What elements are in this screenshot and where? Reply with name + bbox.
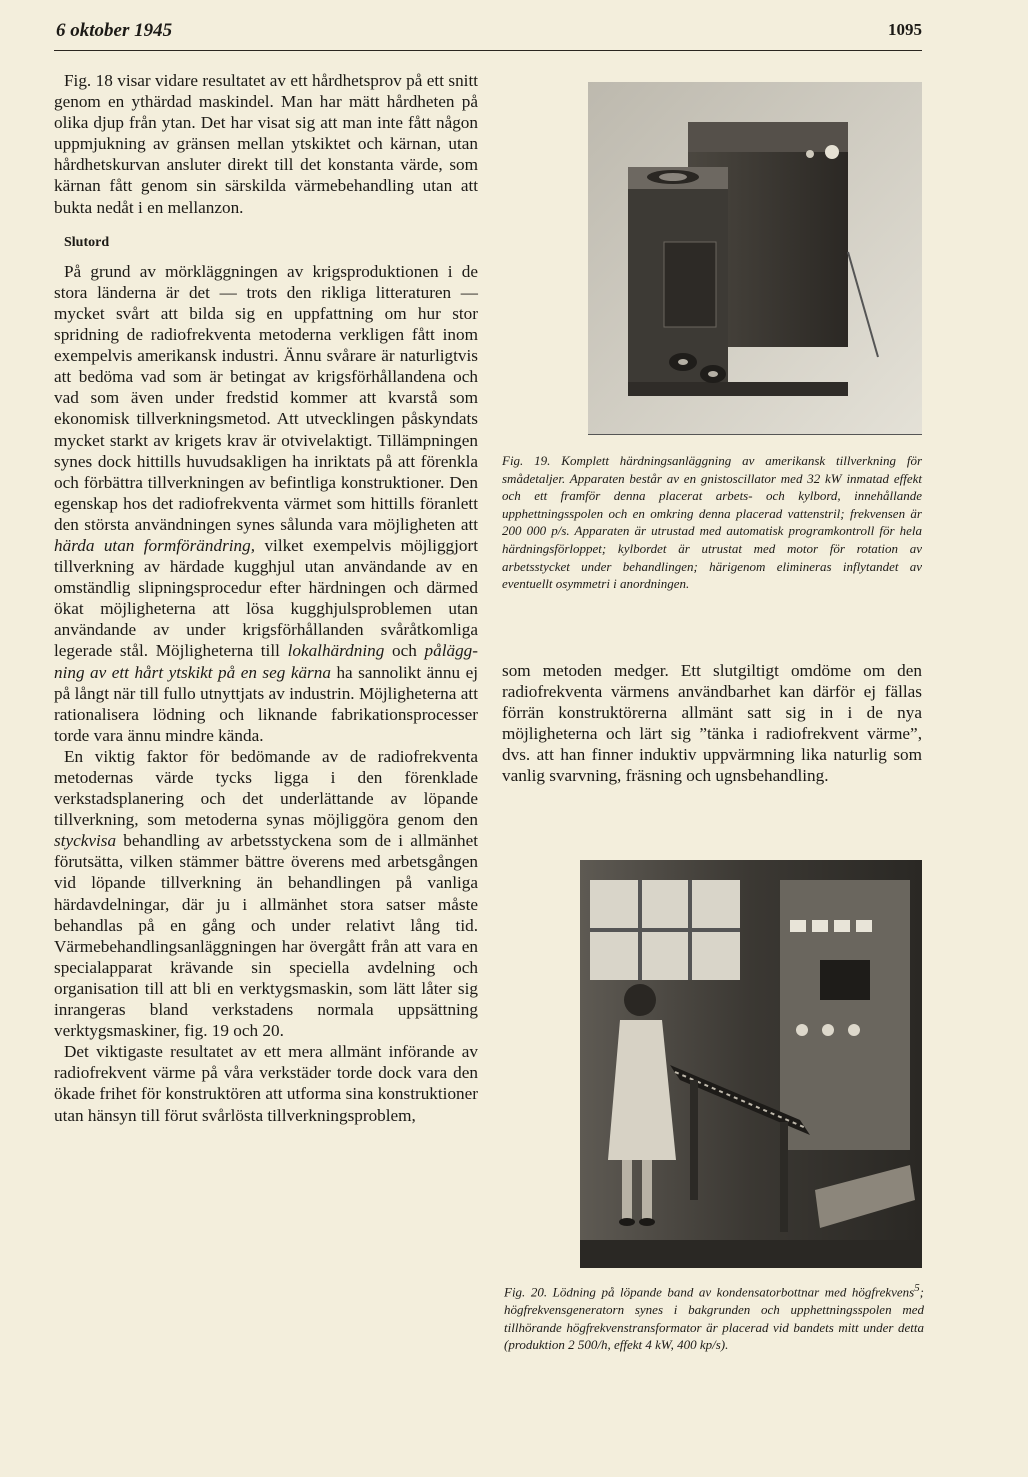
figure-20-photo	[580, 860, 922, 1268]
figure-19-caption	[502, 452, 922, 593]
emphasis-text: pålägg-ning av ett hårt ytskikt på en seg kärna	[54, 641, 478, 682]
page-number: 1095	[888, 20, 922, 39]
figure-19-caption-text	[502, 452, 922, 593]
emphasis-text: styckvisa	[54, 831, 117, 851]
soldering-line-illustration	[580, 860, 922, 1268]
page-header-date: 6 oktober 1945	[56, 20, 173, 41]
right-column-text	[502, 660, 922, 787]
paragraph-text: och	[384, 641, 425, 661]
caption-text: ; högfrekvensgeneratorn synes i bakgrunden och upphettningsspolen med tillhörande högfrekvenstransformator är placerad vid bandets mitt under detta (produktion 2 500/h, effekt 4 kW, 400 kp/s).	[504, 1284, 924, 1353]
header-rule	[54, 50, 922, 51]
figure-20-label: Fig. 20.	[504, 1284, 548, 1300]
paragraph-slutord-1	[54, 261, 478, 746]
paragraph-text: På grund av mörkläggningen av krigsproduktionen i de stora länderna är det — trots den rikliga litteraturen — mycket svårt att bilda sig en uppfattning om hur stor spridning de radiofrekventa metoderna verkligen fått inom exempelvis amerikansk industri. Ännu svårare är naturligtvis att bedöma vad som är betingat av krigsförhållandena och vad som även under fredstid kommer att kvarstå som ekonomisk tillverkningsmetod. Att utvecklingen påskyndats mycket starkt av krigets krav är otvivelaktigt. Tillämpningen synes dock hittills huvudsakligen ha inriktats på att förenkla och förbättra tillverkningen av befintliga konstruktioner. Den egenskap hos det radiofrekventa värmet som hittills föranlett den största användningen synes sålunda vara möjligheten att	[54, 261, 478, 534]
paragraph-text: En viktig faktor för bedömande av de radiofrekventa metodernas värde tycks ligga i den förenklade verkstadsplanering och det underlättande av löpande tillverkning, som metoderna synas möjliggöra genom den	[54, 746, 478, 830]
figure-20-caption	[504, 1280, 924, 1354]
caption-text: Lödning på löpande band av kondensatorbottnar med högfrekvens	[552, 1284, 915, 1300]
paragraph-text: vilket exempelvis möjliggjort tillverkning av härdade kugghjul utan användande av en omständlig slipningsprocedur efter härdningen och därmed ökat möjligheterna att lösa kugghjulsproblemen utan användande av under krigsförhållanden svåråtkomliga legerade stål. Möjligheterna till	[54, 535, 478, 661]
continuation-paragraph: som metoden medger. Ett slutgiltigt omdöme om den radiofrekventa värmens användbarhet kan därför ej fällas förrän konstruktörerna allmänt satt sig in i de nya möjligheterna och lärt sig ”tänka i radiofrekvent värme”, dvs. att han finner induktiv uppvärmning lika naturlig som vanlig svarvning, fräsning och ugnsbehandling.	[502, 661, 922, 786]
figure-19-label: Fig. 19.	[502, 453, 551, 468]
emphasis-text: lokalhärdning	[287, 641, 385, 661]
figure-20-caption-text	[504, 1280, 924, 1354]
left-column	[54, 70, 478, 1126]
section-heading: Slutord	[64, 234, 110, 250]
paragraph-text: behandling av arbetsstyckena som de i allmänhet förutsätta, vilken stämmer bättre överens med arbetsgången vid löpande tillverkning än behandlingen på vanliga härdavdelningar, där ju i allmänhet stora satser måste behandlas på en gång och under relativt lång tid. Värmebehandlingsanläggningen har övergått från att vara en specialapparat krävande sin speciella avdelning och organisation till att bli en verktygsmaskin, som lätt låter sig inrangeras bland verkstadens normala uppsättning verktygsmaskiner, fig. 19 och 20.	[54, 831, 478, 1041]
hardening-apparatus-illustration	[588, 82, 922, 434]
intro-paragraph: Fig. 18 visar vidare resultatet av ett hårdhetsprov på ett snitt genom en ythärdad maskindel. Man har mätt hårdheten på olika djup från ytan. Det har visat sig att man inte fått någon uppmjukning av gränsen mellan ytskiktet och kärnan, utan hårdhetskurvan ansluter direkt till det konstanta värde, som kärnan fått genom sin särskilda värmebehandling utan att bukta nedåt i en mellanzon.	[54, 71, 478, 217]
figure-19-photo	[588, 82, 922, 435]
paragraph-slutord-2	[54, 746, 478, 1041]
paragraph-slutord-3: Det viktigaste resultatet av ett mera allmänt införande av radiofrekvent värme på våra verkstäder torde dock vara den ökade frihet för konstruktören att utforma sina konstruktioner utan hänsyn till förut svårlösta tillverkningsproblem,	[54, 1042, 478, 1125]
emphasis-text: härda utan formförändring,	[54, 535, 256, 555]
caption-text: Komplett härdningsanläggning av amerikansk tillverkning för smådetaljer. Apparaten består av en gnistoscillator med 32 kW inmatad effekt och ett framför denna placerat arbets- och kylbord, innehållande upphettningsspolen och en omkring denna placerad vattenstril; frekvensen är 200 000 p/s. Apparaten är utrustad med automatisk programkontroll för hela härdningsförloppet; kylbordet är utrustat med motor för rotation av arbetsstycket under behandlingen; härigenom elimineras inflytandet av eventuellt osymmetri i anordningen.	[502, 453, 923, 592]
paragraph-text: ha sannolikt ännu ej på långt när till fullo utnyttjats av industrin. Möjligheterna att rationalisera lödning och liknande fabrikationsprocesser torde vara ännu mindre kända.	[54, 662, 478, 745]
footnote-ref: 5	[914, 1282, 920, 1294]
